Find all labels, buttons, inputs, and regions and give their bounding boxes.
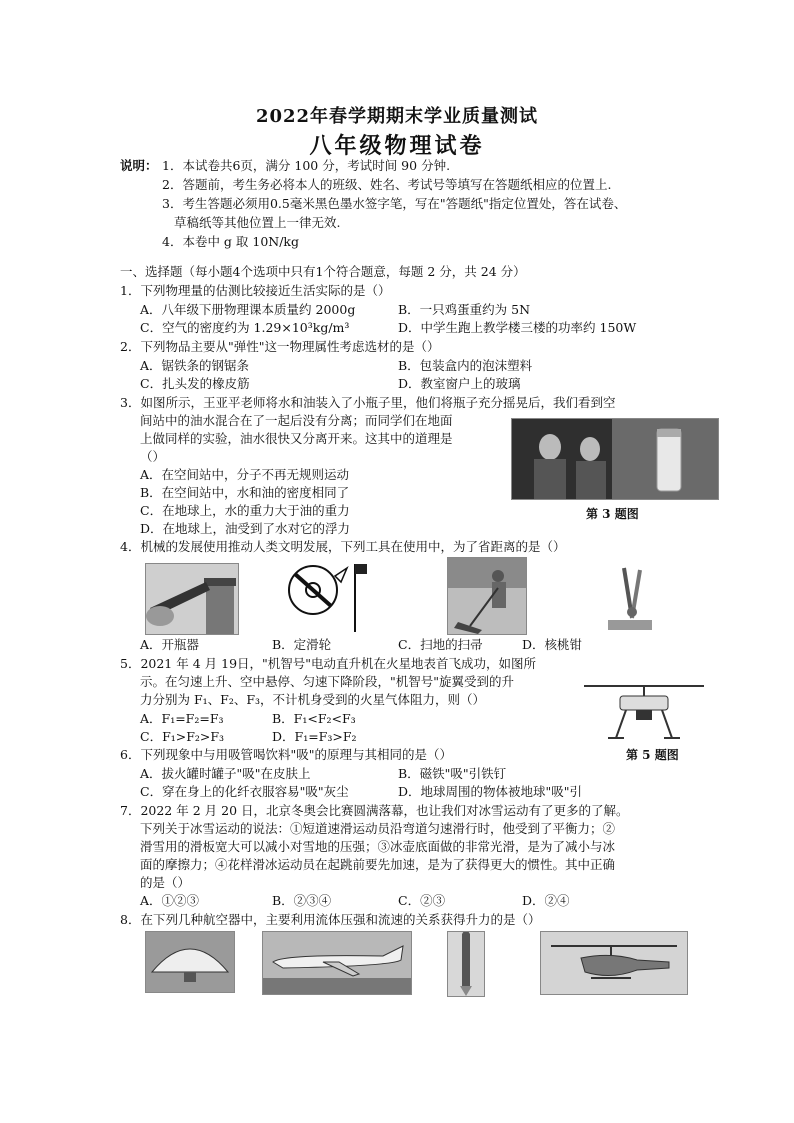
note-line-5: 4．本卷中 g 取 10N/kg — [162, 234, 300, 249]
section-heading: 一、选择题（每小题4个选项中只有1个符合题意，每题 2 分，共 24 分） — [120, 264, 526, 279]
q6-option-d: D．地球周围的物体被地球"吸"引 — [398, 784, 583, 799]
q4-option-d: D．核桃钳 — [522, 637, 583, 652]
note-line-2: 2．答题前，考生务必将本人的班级、姓名、考试号等填写在答题纸相应的位置上. — [162, 177, 612, 192]
note-line-3: 3．考生答题必须用0.5毫米黑色墨水签字笔，写在"答题纸"指定位置处，答在试卷、 — [162, 196, 627, 211]
note-line-1: 1．本试卷共6页，满分 100 分，考试时间 90 分钟. — [162, 158, 451, 173]
q7-line-1: 7．2022 年 2 月 20 日，北京冬奥会比赛圆满落幕，也让我们对冰雪运动有了更多的了解。 — [120, 803, 629, 818]
q4-stem: 4．机械的发展使用推动人类文明发展，下列工具在使用中，为了省距离的是（） — [120, 539, 566, 554]
q4-option-b: B．定滑轮 — [272, 637, 332, 652]
q8-fig-a — [145, 931, 235, 993]
q6-option-a: A．拔火罐时罐子"吸"在皮肤上 — [140, 766, 311, 781]
q6-stem: 6．下列现象中与用吸管喝饮料"吸"的原理与其相同的是（） — [120, 747, 452, 762]
q2-option-a: A．锯铁条的钢锯条 — [140, 358, 250, 373]
notes-label: 说明： — [120, 158, 158, 173]
q7-option-a: A．①②③ — [140, 893, 200, 908]
q2-stem: 2．下列物品主要从"弹性"这一物理属性考虑选材的是（） — [120, 339, 440, 354]
q7-line-5: 的是（） — [140, 875, 191, 890]
q5-line-2: 示。在匀速上升、空中悬停、匀速下降阶段，"机智号"旋翼受到的升 — [140, 674, 515, 689]
q3-figure — [511, 418, 719, 500]
q3-line-2: 间站中的油水混合在了一起后没有分离；而同学们在地面 — [140, 413, 453, 428]
q5-option-b: B．F₁<F₂<F₃ — [272, 711, 356, 726]
q7-line-4: 面的摩擦力；④花样滑冰运动员在起跳前要先加速，是为了获得更大的惯性。其中正确 — [140, 857, 616, 872]
q5-option-a: A．F₁=F₂=F₃ — [140, 711, 224, 726]
hot-air-balloon-icon — [146, 932, 234, 992]
q6-option-c: C．穿在身上的化纤衣服容易"吸"灰尘 — [140, 784, 349, 799]
fixed-pulley-icon — [285, 560, 367, 632]
q5-option-c: C．F₁>F₂>F₃ — [140, 729, 225, 744]
q5-caption: 第 5 题图 — [626, 748, 679, 762]
broom-sweeper-icon — [448, 558, 526, 634]
helicopter-icon — [541, 932, 687, 994]
q5-line-3: 力分别为 F₁、F₂、F₃，不计机身受到的火星气体阻力，则（） — [140, 692, 486, 707]
q5-option-d: D．F₁=F₃>F₂ — [272, 729, 357, 744]
q2-option-c: C．扎头发的橡皮筋 — [140, 376, 250, 391]
q1-option-a: A．八年级下册物理课本质量约 2000g — [140, 302, 356, 317]
note-line-4: 草稿纸等其他位置上一律无效. — [174, 215, 341, 230]
q1-option-b: B．一只鸡蛋重约为 5N — [398, 302, 531, 317]
q6-option-b: B．磁铁"吸"引铁钉 — [398, 766, 507, 781]
nutcracker-icon — [600, 560, 658, 632]
q7-option-d: D．②④ — [522, 893, 570, 908]
q8-fig-d — [540, 931, 688, 995]
q3-line-4: （） — [140, 449, 166, 464]
q1-option-d: D．中学生跑上教学楼三楼的功率约 150W — [398, 320, 637, 335]
q4-fig-b — [285, 560, 367, 632]
q8-fig-c — [447, 931, 485, 997]
q4-option-c: C．扫地的扫帚 — [398, 637, 483, 652]
q4-fig-d — [600, 560, 658, 632]
exam-title: 2022年春学期期末学业质量测试 — [255, 106, 539, 127]
drone-helicopter-icon — [580, 672, 708, 742]
q2-option-d: D．教室窗户上的玻璃 — [398, 376, 521, 391]
airplane-icon — [263, 932, 411, 994]
q3-option-d: D．在地球上，油受到了水对它的浮力 — [140, 521, 351, 536]
q4-fig-a — [145, 563, 239, 635]
q4-option-a: A．开瓶器 — [140, 637, 200, 652]
q3-option-a: A．在空间站中，分子不再无规则运动 — [140, 467, 350, 482]
q4-fig-c — [447, 557, 527, 635]
q5-figure — [580, 672, 708, 742]
exam-subtitle: 八年级物理试卷 — [309, 133, 485, 159]
q7-option-b: B．②③④ — [272, 893, 332, 908]
q5-line-1: 5．2021 年 4 月 19日，"机智号"电动直升机在火星地表首飞成功，如图所 — [120, 656, 537, 671]
q3-line-3: 上做同样的实验，油水很快又分离开来。这其中的道理是 — [140, 431, 453, 446]
q8-stem: 8．在下列几种航空器中，主要利用流体压强和流速的关系获得升力的是（） — [120, 912, 541, 927]
rocket-icon — [448, 932, 484, 996]
q1-option-c: C．空气的密度约为 1.29×10³kg/m³ — [140, 320, 350, 335]
q7-line-2: 下列关于冰雪运动的说法：①短道速滑运动员沿弯道匀速滑行时，他受到了平衡力；② — [140, 821, 616, 836]
q7-line-3: 滑雪用的滑板宽大可以减小对雪地的压强；③冰壶底面做的非常光滑，是为了减小与冰 — [140, 839, 616, 854]
q2-option-b: B．包装盒内的泡沫塑料 — [398, 358, 533, 373]
q1-stem: 1．下列物理量的估测比较接近生活实际的是（） — [120, 283, 391, 298]
q7-option-c: C．②③ — [398, 893, 446, 908]
q3-option-c: C．在地球上，水的重力大于油的重力 — [140, 503, 350, 518]
bottle-opener-icon — [146, 564, 238, 634]
q3-line-1: 3．如图所示，王亚平老师将水和油装入了小瓶子里，他们将瓶子充分摇晃后，我们看到空 — [120, 395, 616, 410]
astronaut-photo-icon — [512, 419, 718, 499]
q3-option-b: B．在空间站中，水和油的密度相同了 — [140, 485, 350, 500]
q8-fig-b — [262, 931, 412, 995]
q3-caption: 第 3 题图 — [586, 507, 639, 521]
